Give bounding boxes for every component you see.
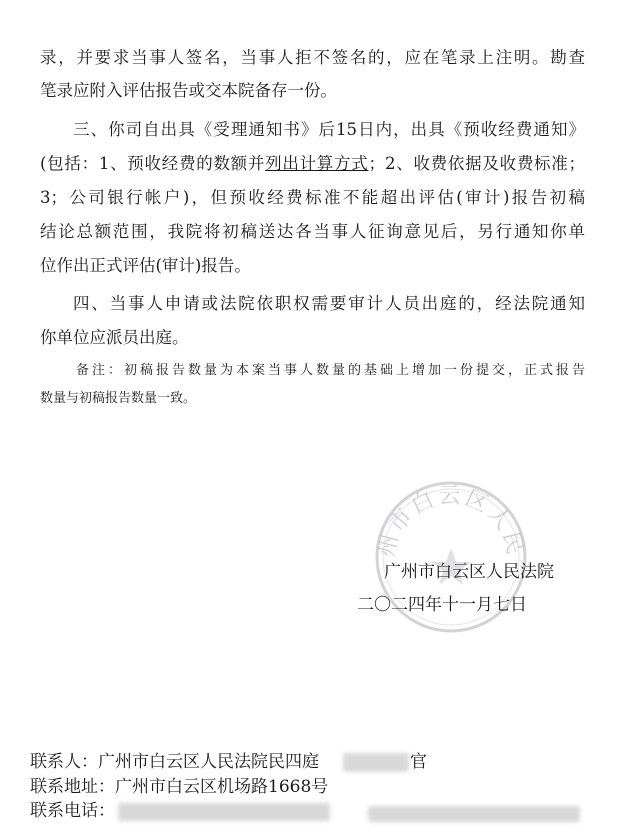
contact-address <box>30 776 328 798</box>
paragraph-1-line-2: 笔录应附入评估报告或交本院备存一份。 <box>40 81 337 100</box>
contact-person-value: 广州市白云区人民法院民四庭 <box>98 752 319 772</box>
contact-person <box>30 751 319 773</box>
paragraph-3-line-2: 你单位应派员出庭。 <box>40 328 189 347</box>
paragraph-2-line-2 <box>40 152 585 176</box>
redacted-phone-extra <box>368 806 580 822</box>
contact-phone <box>30 800 115 822</box>
seal-text: 州市白云区人民 <box>374 484 528 560</box>
contact-person-label: 联系人： <box>30 752 98 772</box>
paragraph-2-line-2-end: ；2、收费依据及收费标准； <box>368 154 586 173</box>
paragraph-3-line-1: 四、当事人申请或法院依职权需要审计人员出庭的，经法院通知 <box>73 294 585 313</box>
paragraph-2-line-2-start: (包括：1、预收经费的数额并 <box>40 154 266 173</box>
note-line-2: 数量与初稿报告数量一致。 <box>40 391 197 406</box>
document-date: 二〇二四年十一月七日 <box>357 595 527 615</box>
paragraph-2-line-5: 位作出正式评估(审计)报告。 <box>40 256 251 275</box>
paragraph-2-line-4: 结论总额范围，我院将初稿送达各当事人征询意见后，另行通知你单 <box>40 222 585 241</box>
redacted-name <box>343 753 409 772</box>
note-line-1: 备注：初稿报告数量为本案当事人数量的基础上增加一份提交，正式报告 <box>76 363 585 378</box>
contact-address-value: 广州市白云区机场路1668号 <box>115 777 329 797</box>
contact-address-label: 联系地址： <box>30 777 115 797</box>
court-name: 广州市白云区人民法院 <box>384 562 554 582</box>
paragraph-2-line-3: 3；公司银行帐户)，但预收经费标准不能超出评估(审计)报告初稿 <box>40 188 585 207</box>
paragraph-2-line-1: 三、你司自出具《受理通知书》后15日内，出具《预收经费通知》 <box>73 120 585 139</box>
contact-phone-label: 联系电话： <box>30 801 115 821</box>
contact-person-tail: 官 <box>410 752 427 772</box>
underlined-calculation-method: 列出计算方式 <box>265 154 369 173</box>
redacted-phone <box>118 803 330 821</box>
paragraph-1-line-1: 录，并要求当事人签名，当事人拒不签名的，应在笔录上注明。勘查 <box>40 48 585 67</box>
